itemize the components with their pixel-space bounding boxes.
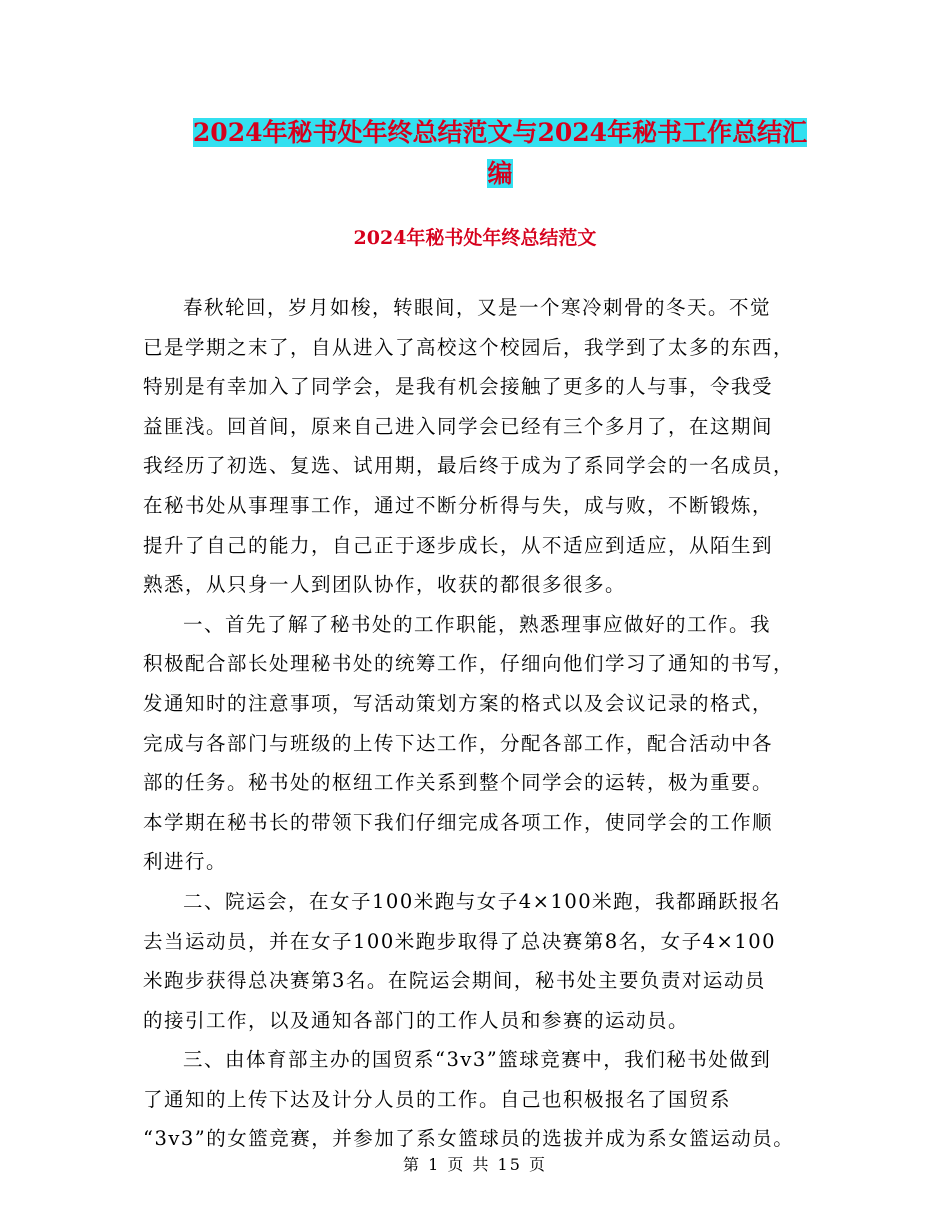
paragraph-line: 了通知的上传下达及计分人员的工作。自己也积极报名了国贸系 (143, 1087, 732, 1111)
document-title-line-1: 2024年秘书处年终总结范文与2024年秘书工作总结汇 (192, 118, 808, 147)
paragraph-line: 提升了自己的能力，自己正于逐步成长，从不适应到适应，从陌生到 (143, 533, 774, 557)
document-title (180, 112, 820, 194)
paragraph-line: 的接引工作，以及通知各部门的工作人员和参赛的运动员。 (143, 1008, 690, 1032)
paragraph-line: “3v3”的女篮竞赛，并参加了系女篮球员的选拔并成为系女篮运动员。 (143, 1127, 795, 1151)
paragraph-line: 部的任务。秘书处的枢纽工作关系到整个同学会的运转，极为重要。 (143, 771, 774, 795)
paragraph-line: 特别是有幸加入了同学会，是我有机会接触了更多的人与事，令我受 (143, 375, 774, 399)
page-footer: 第 1 页 共 15 页 (403, 1155, 547, 1174)
paragraph-line: 米跑步获得总决赛第3名。在院运会期间，秘书处主要负责对运动员 (143, 969, 766, 993)
paragraph-line: 一、首先了解了秘书处的工作职能，熟悉理事应做好的工作。我 (183, 612, 772, 636)
paragraph-line: 发通知时的注意事项，写活动策划方案的格式以及会议记录的格式， (143, 691, 774, 715)
paragraph-line: 二、院运会，在女子100米跑与女子4×100米跑，我都踊跃报名 (183, 889, 782, 913)
paragraph-line: 已是学期之末了，自从进入了高校这个校园后，我学到了太多的东西， (143, 335, 795, 359)
document-body (143, 288, 815, 1159)
paragraph (143, 882, 815, 1040)
paragraph (143, 605, 815, 882)
paragraph-line: 三、由体育部主办的国贸系“3v3”篮球竞赛中，我们秘书处做到 (183, 1048, 772, 1072)
paragraph-line: 本学期在秘书长的带领下我们仔细完成各项工作，使同学会的工作顺 (143, 810, 774, 834)
paragraph-line: 完成与各部门与班级的上传下达工作，分配各部工作，配合活动中各 (143, 731, 774, 755)
paragraph-line: 积极配合部长处理秘书处的统筹工作，仔细向他们学习了通知的书写， (143, 652, 795, 676)
paragraph-line: 熟悉，从只身一人到团队协作，收获的都很多很多。 (143, 573, 627, 597)
section-title: 2024年秘书处年终总结范文 (353, 227, 597, 249)
paragraph-line: 去当运动员，并在女子100米跑步取得了总决赛第8名，女子4×100 (143, 929, 777, 953)
paragraph-line: 益匪浅。回首间，原来自己进入同学会已经有三个多月了，在这期间 (143, 414, 774, 438)
document-title-line-2: 编 (487, 159, 513, 188)
paragraph-line: 我经历了初选、复选、试用期，最后终于成为了系同学会的一名成员， (143, 454, 795, 478)
paragraph-line: 春秋轮回，岁月如梭，转眼间，又是一个寒冷刺骨的冬天。不觉 (183, 296, 772, 319)
paragraph (143, 288, 815, 605)
paragraph (143, 1040, 815, 1159)
paragraph-line: 在秘书处从事理事工作，通过不断分析得与失，成与败，不断锻炼， (143, 493, 774, 517)
paragraph-line: 利进行。 (143, 850, 228, 874)
